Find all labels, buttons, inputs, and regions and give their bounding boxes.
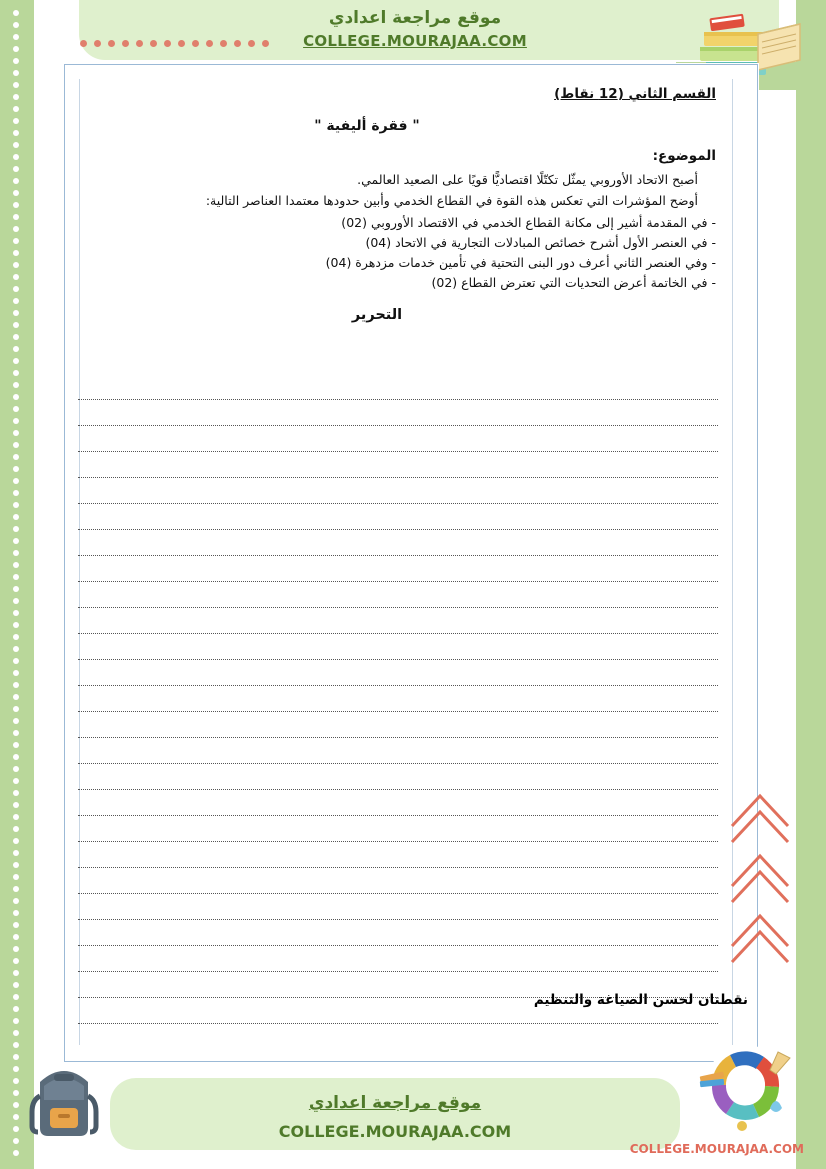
edge-dot [13, 802, 19, 808]
edge-dot [13, 346, 19, 352]
edge-dot [13, 394, 19, 400]
edge-dot [13, 454, 19, 460]
grading-note: نقطتان لحسن الصياغة والتنظيم [533, 992, 748, 1008]
right-decorative-edge [796, 0, 826, 1169]
writing-line [78, 504, 718, 530]
subject-text-line-1: أصبح الاتحاد الأوروبي يمثّل تكتّلًا اقتصاديًّا قويًا على الصعيد العالمي. [357, 172, 698, 187]
edge-dot [13, 466, 19, 472]
writing-heading: التحرير [351, 306, 403, 323]
edge-dot [13, 922, 19, 928]
writing-line [78, 608, 718, 634]
edge-dot [13, 490, 19, 496]
edge-dot [13, 730, 19, 736]
edge-dot [13, 94, 19, 100]
edge-dot [13, 370, 19, 376]
writing-line [78, 582, 718, 608]
edge-dot [13, 586, 19, 592]
edge-dot [13, 790, 19, 796]
edge-dot [13, 610, 19, 616]
edge-dot [13, 106, 19, 112]
edge-dot [13, 250, 19, 256]
edge-dot [13, 838, 19, 844]
edge-dot [13, 238, 19, 244]
header-band [34, 0, 796, 62]
edge-dot [13, 226, 19, 232]
writing-line [78, 634, 718, 660]
edge-dot [13, 82, 19, 88]
edge-dot [13, 634, 19, 640]
writing-lines [78, 374, 718, 1024]
writing-line [78, 920, 718, 946]
school-items-circle-icon [686, 1030, 806, 1140]
requirement-item: - في الخاتمة أعرض التحديات التي تعترض القطاع (02) [431, 274, 716, 290]
header-site-title: موقع مراجعة اعدادي [328, 8, 502, 28]
edge-dot [13, 334, 19, 340]
writing-line [78, 842, 718, 868]
edge-dot [13, 646, 19, 652]
edge-dot [13, 886, 19, 892]
header-site-url: COLLEGE.MOURAJAA.COM [303, 32, 527, 50]
edge-dot [13, 826, 19, 832]
edge-dot [13, 670, 19, 676]
writing-line [78, 764, 718, 790]
edge-dot [13, 478, 19, 484]
edge-dot [13, 274, 19, 280]
edge-dot [13, 118, 19, 124]
edge-dot [13, 934, 19, 940]
writing-line [78, 686, 718, 712]
subject-label: الموضوع: [652, 148, 716, 164]
edge-dot [13, 442, 19, 448]
writing-line [78, 530, 718, 556]
edge-dot [13, 946, 19, 952]
edge-dot [13, 766, 19, 772]
writing-line [78, 556, 718, 582]
edge-dot [13, 142, 19, 148]
requirement-item: - وفي العنصر الثاني أعرف دور البنى التحتية في تأمين خدمات مزدهرة (04) [325, 254, 716, 270]
edge-dot [13, 850, 19, 856]
requirement-item: - في المقدمة أشير إلى مكانة القطاع الخدمي في الاقتصاد الأوروبي (02) [341, 214, 716, 230]
edge-dot [13, 682, 19, 688]
section-title: القسم الثاني (12 نقاط) [554, 86, 716, 102]
edge-dot [13, 874, 19, 880]
edge-dot [13, 862, 19, 868]
footer-site-title: موقع مراجعة اعدادي [308, 1093, 482, 1113]
edge-dot [13, 46, 19, 52]
edge-dot [13, 298, 19, 304]
edge-dot [13, 322, 19, 328]
edge-dot [13, 286, 19, 292]
chevron-decoration-icon [728, 790, 792, 970]
edge-dot [13, 1006, 19, 1012]
edge-dot [13, 550, 19, 556]
edge-dot [13, 430, 19, 436]
edge-dot [13, 154, 19, 160]
edge-dot [13, 310, 19, 316]
edge-dot [13, 22, 19, 28]
writing-line [78, 816, 718, 842]
edge-dot [13, 718, 19, 724]
edge-dot [13, 1018, 19, 1024]
edge-dot [13, 502, 19, 508]
edge-dot [13, 130, 19, 136]
edge-dot [13, 214, 19, 220]
edge-dot [13, 694, 19, 700]
backpack-icon [14, 1052, 124, 1152]
edge-dot [13, 706, 19, 712]
edge-dot [13, 190, 19, 196]
writing-line [78, 426, 718, 452]
document-content [78, 86, 716, 333]
edge-dot [13, 538, 19, 544]
edge-dot [13, 70, 19, 76]
edge-dot [13, 178, 19, 184]
paragraph-type-title: " فقرة أليفية " [314, 118, 420, 134]
edge-dot [13, 598, 19, 604]
edge-dot [13, 898, 19, 904]
edge-dot [13, 202, 19, 208]
edge-dot [13, 574, 19, 580]
edge-dot [13, 658, 19, 664]
edge-dot [13, 982, 19, 988]
edge-dot [13, 418, 19, 424]
footer-brand-label: COLLEGE.MOURAJAA.COM [629, 1142, 804, 1156]
edge-dot [13, 1042, 19, 1048]
left-edge-dots [9, 10, 25, 1159]
writing-line [78, 738, 718, 764]
edge-dot [13, 994, 19, 1000]
edge-dot [13, 814, 19, 820]
edge-dot [13, 754, 19, 760]
writing-line [78, 946, 718, 972]
edge-dot [13, 166, 19, 172]
writing-line [78, 790, 718, 816]
writing-line [78, 894, 718, 920]
edge-dot [13, 778, 19, 784]
requirement-item: - في العنصر الأول أشرح خصائص المبادلات التجارية في الاتحاد (04) [365, 234, 716, 250]
edge-dot [13, 622, 19, 628]
edge-dot [13, 262, 19, 268]
subject-text-line-2: أوضح المؤشرات التي تعكس هذه القوة في القطاع الخدمي وأبين حدودها معتمدا العناصر التالية: [205, 193, 698, 209]
edge-dot [13, 514, 19, 520]
writing-line [78, 400, 718, 426]
writing-line [78, 452, 718, 478]
writing-line [78, 868, 718, 894]
footer-site-url: COLLEGE.MOURAJAA.COM [278, 1122, 512, 1141]
edge-dot [13, 562, 19, 568]
edge-dot [13, 58, 19, 64]
edge-dot [13, 910, 19, 916]
edge-dot [13, 358, 19, 364]
edge-dot [13, 382, 19, 388]
edge-dot [13, 406, 19, 412]
left-decorative-edge [0, 0, 34, 1169]
edge-dot [13, 742, 19, 748]
writing-line [78, 712, 718, 738]
edge-dot [13, 958, 19, 964]
writing-line [78, 660, 718, 686]
writing-line [78, 374, 718, 400]
edge-dot [13, 1030, 19, 1036]
writing-line [78, 478, 718, 504]
edge-dot [13, 526, 19, 532]
edge-dot [13, 970, 19, 976]
edge-dot [13, 10, 19, 16]
edge-dot [13, 34, 19, 40]
